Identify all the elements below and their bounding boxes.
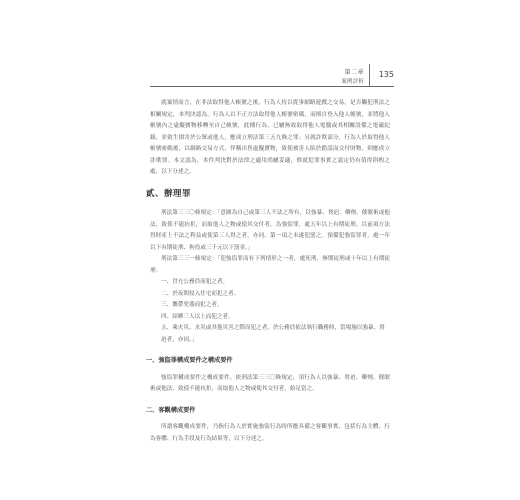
header-separator (369, 64, 370, 86)
section-heading: 貳、辦理罪 (146, 188, 192, 199)
text-column (146, 98, 390, 445)
running-header (150, 64, 394, 90)
subsection-2-paragraph: 所謂客觀構成要件，乃指行為人於實施強盜行為時所應具備之客觀事實，包括行為主體、行為客體、行為手段及行為結果等，以下分述之。 (150, 424, 390, 442)
list-item: 二、於夜間侵入住宅而犯之者。 (161, 290, 240, 297)
article-331-paragraph: 刑法第三三一條規定：「犯強盜罪而有下列情形之一者，處死刑、無期徒刑或十年以上有期徒刑： (150, 256, 390, 274)
article-330-paragraph: 刑法第三三〇條規定：「意圖為自己或第三人不法之所有，以強暴、脅迫、藥劑、催眠術或他法，致使不能抗拒，而取他人之物或使其交付者，為強盜罪，處五年以上有期徒刑。以前項方法得財產上不法之利益或使第三人得之者，亦同。第一項之未遂犯罰之。預備犯強盜罪者，處一年以下有期徒刑、拘役或三千元以下罰金。」 (150, 210, 390, 251)
section-label: 案例評析 (341, 79, 364, 85)
list-item: 三、攜帶兇器而犯之者。 (161, 302, 223, 308)
page-number: 135 (378, 70, 394, 79)
chapter-label: 第二章 (344, 69, 364, 76)
header-rule (150, 86, 394, 87)
list-item: 四、結夥三人以上而犯之者。 (161, 313, 234, 320)
subsection-heading-1: 一、強盜罪構成要件之構成要件 (146, 357, 233, 364)
subsection-1-paragraph: 強盜罪構成要件之構成要件，依刑法第三三〇條規定，須行為人以強暴、脅迫、藥劑、催眠術或他法，致使不能抗拒，而取他人之物或使其交付者，始足當之。 (150, 374, 390, 392)
subsection-heading-2: 二、客觀構成要件 (146, 406, 196, 414)
list-item: 一、冒充公務員而犯之者。 (161, 279, 229, 285)
intro-paragraph: 就案情而言，在非法取得他人帳號之後，行為人持以從事網路遊戲之交易，是否觸犯刑法之相關規定，本判決認為，行為人以不正方法取得他人帳號密碼，而擅自登入他人帳號，並將他人帳號內之虛擬寶物移轉至自己帳號，此種行為，已屬無故取得他人電腦或其相關設備之電磁紀錄，並致生損害於公眾或他人，應成立刑法第三五九條之罪；另就詐欺部分，行為人於取得他人帳號密碼後，以網路交易方式，佯稱出售虛擬寶物，致使被害人陷於錯誤而交付財物，則應成立詐欺罪。本文認為，本件判決對於法律之適用尚屬妥適，惟就犯罪事實之認定仍有值得斟酌之處，以下分述之。 (150, 100, 390, 175)
list-item: 五、乘火災、水災或其他災害之際而犯之者，於公務員依法執行職務時，當場施以強暴、脅迫者，亦同。」 (161, 325, 385, 343)
